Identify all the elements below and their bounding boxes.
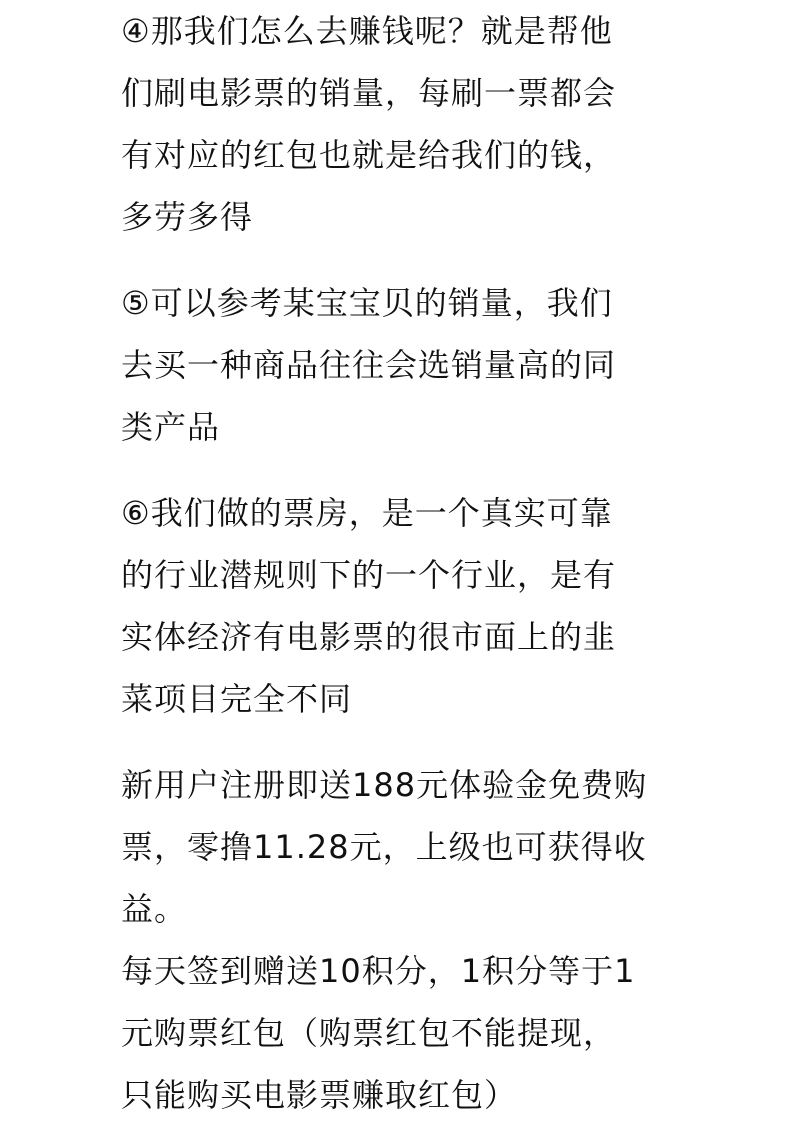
paragraph-4 bbox=[121, 0, 681, 248]
text-line: 们刷电影票的销量，每刷一票都会 bbox=[121, 74, 617, 112]
paragraph-new-user bbox=[121, 754, 681, 940]
paragraph-6 bbox=[121, 482, 681, 730]
paragraph-checkin bbox=[121, 940, 681, 1126]
text-line: 去买一种商品往往会选销量高的同 bbox=[121, 346, 617, 384]
text-line: 每天签到赠送10积分，1积分等于1 bbox=[121, 952, 636, 990]
text-line: 有对应的红包也就是给我们的钱， bbox=[121, 136, 617, 174]
text-line: ⑤可以参考某宝宝贝的销量，我们 bbox=[121, 284, 613, 322]
text-line: 只能购买电影票赚取红包） bbox=[121, 1076, 518, 1114]
text-line: 元购票红包（购票红包不能提现， bbox=[121, 1014, 617, 1052]
text-line: 实体经济有电影票的很市面上的韭 bbox=[121, 618, 617, 656]
text-line: ⑥我们做的票房，是一个真实可靠 bbox=[121, 494, 613, 532]
text-line: ④那我们怎么去赚钱呢？就是帮他 bbox=[121, 12, 613, 50]
text-line: 益。 bbox=[121, 890, 188, 928]
paragraph-5 bbox=[121, 272, 681, 458]
text-line: 新用户注册即送188元体验金免费购 bbox=[121, 766, 648, 804]
article-body bbox=[121, 0, 681, 1126]
text-line: 的行业潜规则下的一个行业，是有 bbox=[121, 556, 617, 594]
text-line: 菜项目完全不同 bbox=[121, 680, 353, 718]
text-line: 多劳多得 bbox=[121, 198, 254, 236]
text-line: 票，零撸11.28元，上级也可获得收 bbox=[121, 828, 647, 866]
text-line: 类产品 bbox=[121, 408, 221, 446]
